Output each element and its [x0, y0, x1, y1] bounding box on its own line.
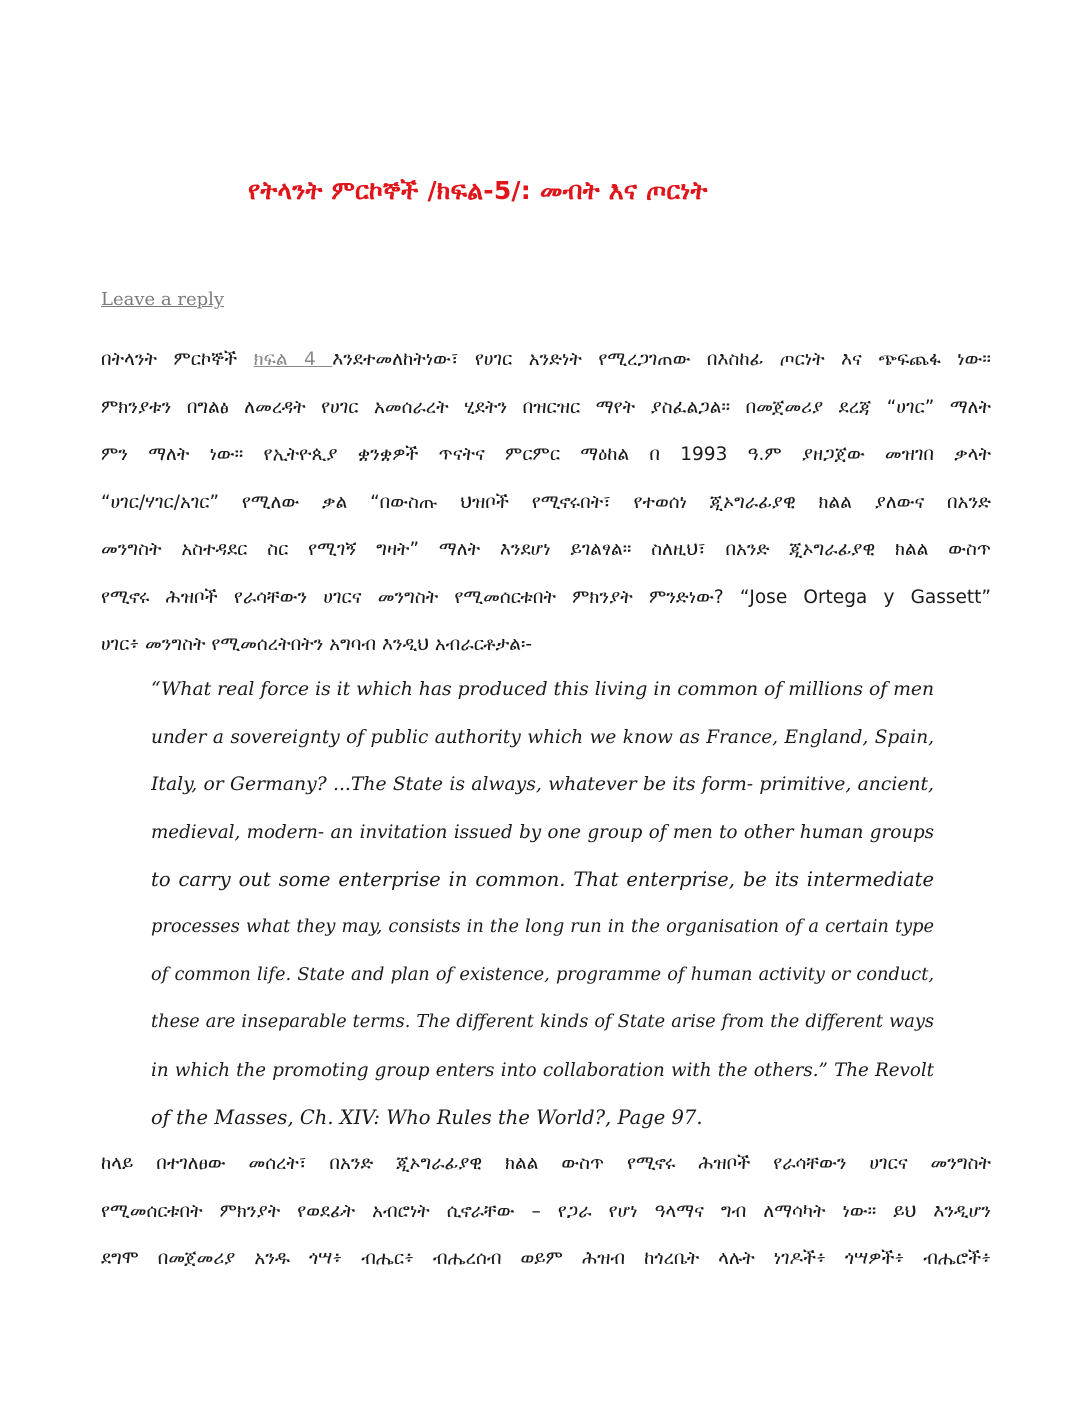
quote-line: medieval, modern- an invitation issued by one group of men to other human groups	[151, 821, 934, 843]
paragraph-line: በትላንት ምርኮኞች ክፍል 4 እንደተመለከትነው፣ የሀገር አንድነት የሚረጋገጠው በእስከፊ ጦርነት እና ጭፍጨፋ ነው።	[101, 349, 991, 370]
quote-line: of common life. State and plan of existence, programme of human activity or conduct,	[151, 964, 934, 985]
quote-line: processes what they may, consists in the long run in the organisation of a certain type	[151, 916, 934, 937]
quote-line: of the Masses, Ch. XIV: Who Rules the World?, Page 97.	[151, 1106, 703, 1130]
post-title: የትላንት ምርኮኞች /ክፍል-5/: መብት እና ጦርነት	[248, 176, 708, 205]
leave-a-reply-link[interactable]: Leave a reply	[101, 289, 225, 310]
quote-line: in which the promoting group enters into collaboration with the others.” The Revolt	[151, 1059, 934, 1081]
paragraph-line: መንግስት አስተዳደር ስር የሚገኝ ግዛት” ማለት እንደሆነ ይገልፃል። ስለዚህ፣ በአንድ ጂኦግራፊያዊ ክልል ውስጥ	[101, 539, 991, 560]
paragraph-line: ደግሞ በመጀመሪያ አንዱ ጎሣ፥ ብሔር፥ ብሔረሰብ ወይም ሕዝብ ከጎረቤት ላሉት ነገዶች፥ ጎሣዎች፥ ብሔሮች፥	[101, 1248, 991, 1269]
intro-paragraph	[101, 336, 991, 669]
paragraph-line: የሚኖሩ ሕዝቦች የራሳቸውን ሀገርና መንግስት የሚመሰርቱበት ምክንያት ምንድነው? “Jose Ortega y Gassett”	[101, 586, 991, 608]
paragraph-line: “ሀገር/ሃገር/አገር” የሚለው ቃል “በውስጡ ህዝቦች የሚኖሩበት፣ የተወሰነ ጂኦግራፊያዊ ክልል ያለውና በአንድ	[101, 491, 991, 513]
paragraph-line: ከላይ በተገለፀው መሰረት፣ በአንድ ጂኦግራፊያዊ ክልል ውስጥ የሚኖሩ ሕዝቦች የራሳቸውን ሀገርና መንግስት	[101, 1153, 991, 1174]
quote-line: these are inseparable terms. The different kinds of State arise from the different ways	[151, 1012, 934, 1033]
paragraph-line: ምክንያቱን በግልፅ ለመረዳት የሀገር አመሰራረት ሂደትን በዝርዝር ማየት ያስፈልጋል። በመጀመሪያ ደረጃ “ሀገር” ማለት	[101, 396, 991, 418]
second-paragraph	[101, 1140, 991, 1283]
quote-line: “What real force is it which has produced this living in common of millions of men	[151, 679, 934, 700]
part-4-link[interactable]: ክፍል 4	[253, 349, 333, 370]
quote-line: Italy, or Germany? ...The State is always, whatever be its form- primitive, ancient,	[151, 774, 934, 796]
paragraph-line: ሀገር፥ መንግስት የሚመሰረትበትን አግባብ እንዲህ አብራርቶታል፡-	[101, 634, 533, 655]
paragraph-line: የሚመሰርቱበት ምክንያት የወደፊት አብሮነት ሲኖራቸው – የጋራ የሆነ ዓላማና ግብ ለማሳካት ነው። ይህ እንዲሆን	[101, 1200, 991, 1222]
paragraph-line: ምን ማለት ነው። የኢትዮጲያ ቋንቋዎች ጥናትና ምርምር ማዕከል በ 1993 ዓ.ም ያዘጋጀው መዝገበ ቃላት	[101, 444, 991, 465]
block-quote	[151, 666, 934, 1142]
quote-line: to carry out some enterprise in common. That enterprise, be its intermediate	[151, 868, 934, 892]
quote-line: under a sovereignty of public authority which we know as France, England, Spain,	[151, 726, 934, 748]
